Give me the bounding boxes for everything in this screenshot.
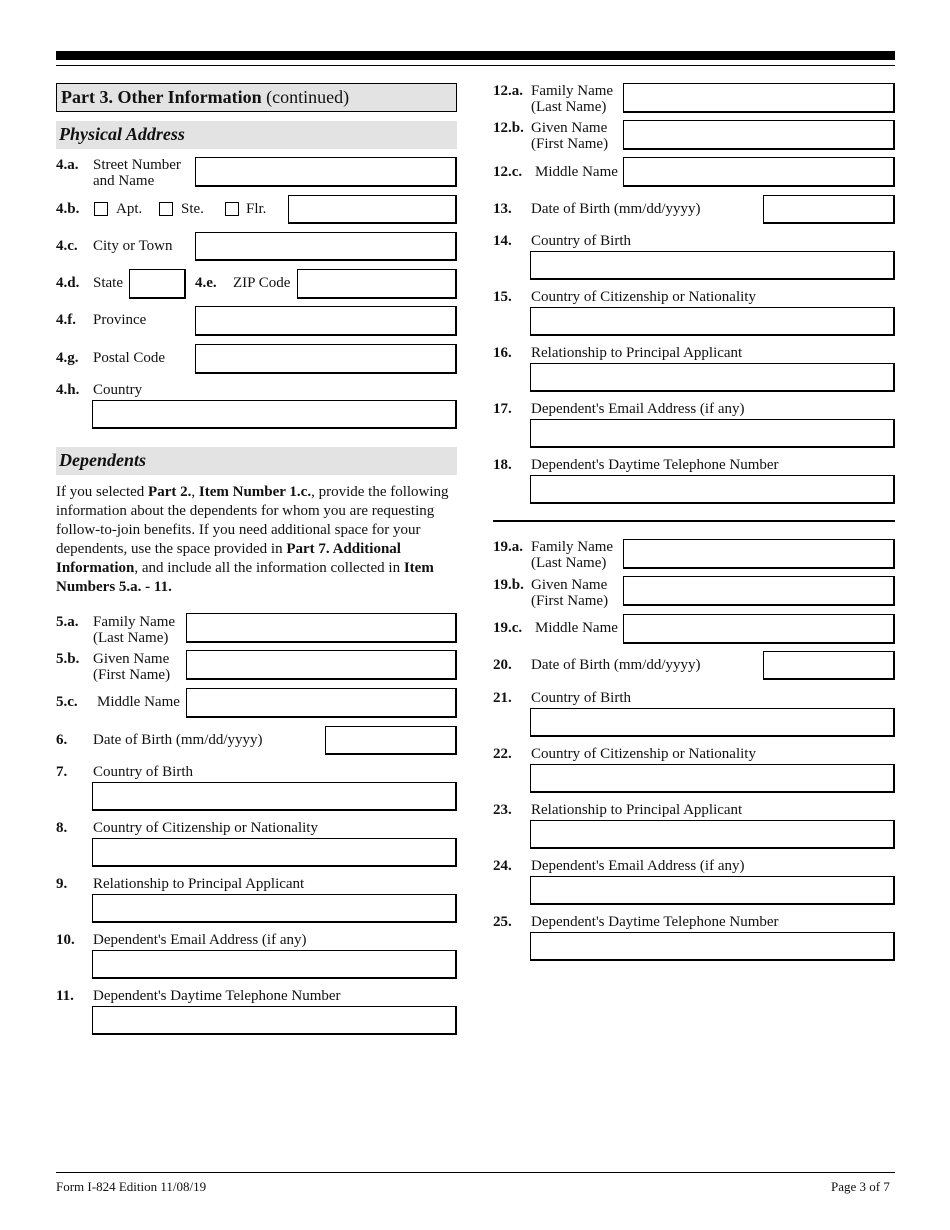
dep1-citizenship-label: Country of Citizenship or Nationality — [93, 820, 318, 836]
postal-code-label: Postal Code — [93, 350, 166, 366]
dep1-family-label-line2: (Last Name) — [93, 630, 169, 646]
item-21-number: 21. — [493, 690, 512, 706]
item-12b-number: 12.b. — [493, 120, 524, 136]
dep3-citizenship-label: Country of Citizenship or Nationality — [531, 746, 756, 762]
item-19a-number: 19.a. — [493, 539, 523, 555]
item-19b-number: 19.b. — [493, 577, 524, 593]
dep3-given-name-input[interactable] — [623, 576, 895, 606]
dep1-middle-label: Middle Name — [97, 694, 180, 710]
item-5c-number: 5.c. — [56, 694, 78, 710]
country-label: Country — [93, 382, 143, 398]
dep1-citizenship-input[interactable] — [92, 838, 457, 867]
dep3-dob-input[interactable] — [763, 651, 895, 680]
dep3-phone-input[interactable] — [530, 932, 895, 961]
dep1-dob-input[interactable] — [325, 726, 457, 755]
item-4d-number: 4.d. — [56, 275, 80, 291]
flr-label: Flr. — [246, 201, 267, 217]
state-label: State — [93, 275, 123, 291]
item-4g-number: 4.g. — [56, 350, 79, 366]
dep3-family-label-line2: (Last Name) — [531, 555, 607, 571]
item-7-number: 7. — [56, 764, 68, 780]
dep3-birth-country-label: Country of Birth — [531, 690, 631, 706]
dep1-given-name-input[interactable] — [186, 650, 457, 680]
dep2-birth-country-label: Country of Birth — [531, 233, 631, 249]
page-number: Page 3 of 7 — [831, 1179, 890, 1194]
dep2-given-label-line2: (First Name) — [531, 136, 609, 152]
dep3-family-label-line1: Family Name — [531, 539, 614, 555]
part-title-suffix: (continued) — [261, 87, 350, 107]
street-number-name-input[interactable] — [195, 157, 457, 187]
state-input[interactable] — [129, 269, 186, 299]
dep2-relationship-input[interactable] — [530, 363, 895, 392]
dep1-relationship-input[interactable] — [92, 894, 457, 923]
item-9-number: 9. — [56, 876, 68, 892]
dep1-given-label-line1: Given Name — [93, 651, 170, 667]
physical-address-heading: Physical Address — [56, 121, 457, 149]
apt-label: Apt. — [116, 201, 143, 217]
dep2-given-name-input[interactable] — [623, 120, 895, 150]
part-title: Part 3. Other Information — [61, 87, 262, 107]
street-label-line2: and Name — [93, 173, 155, 189]
dep1-given-label-line2: (First Name) — [93, 667, 171, 683]
dep3-middle-name-input[interactable] — [623, 614, 895, 644]
zip-code-input[interactable] — [297, 269, 457, 299]
dep2-birth-country-input[interactable] — [530, 251, 895, 280]
dep1-email-input[interactable] — [92, 950, 457, 979]
street-label-line1: Street Number — [93, 157, 181, 173]
dep3-relationship-label: Relationship to Principal Applicant — [531, 802, 743, 818]
city-label: City or Town — [93, 238, 173, 254]
dep1-relationship-label: Relationship to Principal Applicant — [93, 876, 305, 892]
item-16-number: 16. — [493, 345, 512, 361]
item-4c-number: 4.c. — [56, 238, 78, 254]
item-24-number: 24. — [493, 858, 512, 874]
dep1-family-label-line1: Family Name — [93, 614, 176, 630]
header-rule-thick — [56, 51, 895, 60]
dep2-phone-label: Dependent's Daytime Telephone Number — [531, 457, 779, 473]
form-edition: Form I-824 Edition 11/08/19 — [56, 1179, 207, 1194]
country-input[interactable] — [92, 400, 457, 429]
dep3-birth-country-input[interactable] — [530, 708, 895, 737]
item-13-number: 13. — [493, 201, 512, 217]
item-10-number: 10. — [56, 932, 75, 948]
item-12a-number: 12.a. — [493, 83, 523, 99]
item-4b-number: 4.b. — [56, 201, 80, 217]
item-19c-number: 19.c. — [493, 620, 523, 636]
dep3-email-input[interactable] — [530, 876, 895, 905]
postal-code-input[interactable] — [195, 344, 457, 374]
dep1-phone-input[interactable] — [92, 1006, 457, 1035]
item-25-number: 25. — [493, 914, 512, 930]
flr-checkbox[interactable] — [225, 202, 239, 216]
item-5a-number: 5.a. — [56, 614, 79, 630]
ste-label: Ste. — [181, 201, 204, 217]
item-17-number: 17. — [493, 401, 512, 417]
dependents-instructions: If you selected Part 2., Item Number 1.c., provide the following information about the dependents for whom you are requesting follow-to-join benefits. If you need additional space for your dependents, use the space provided in Part 7. Additional Information, and include all the information collected in Item Numbers 5.a. - 11. — [56, 484, 449, 595]
part-3-title — [56, 83, 457, 112]
dep2-dob-label: Date of Birth (mm/dd/yyyy) — [531, 201, 701, 217]
zip-label: ZIP Code — [233, 275, 291, 291]
dep2-family-label-line1: Family Name — [531, 83, 614, 99]
footer-rule — [56, 1172, 895, 1173]
ste-checkbox[interactable] — [159, 202, 173, 216]
item-8-number: 8. — [56, 820, 68, 836]
dep2-middle-label: Middle Name — [535, 164, 618, 180]
dep1-middle-name-input[interactable] — [186, 688, 457, 718]
item-6-number: 6. — [56, 732, 68, 748]
dep1-email-label: Dependent's Email Address (if any) — [93, 932, 307, 948]
dependents-heading: Dependents — [56, 447, 457, 475]
dep1-dob-label: Date of Birth (mm/dd/yyyy) — [93, 732, 263, 748]
section-divider — [493, 520, 895, 522]
dep1-family-name-input[interactable] — [186, 613, 457, 643]
province-input[interactable] — [195, 306, 457, 336]
dep2-family-label-line2: (Last Name) — [531, 99, 607, 115]
dep2-phone-input[interactable] — [530, 475, 895, 504]
dep3-phone-label: Dependent's Daytime Telephone Number — [531, 914, 779, 930]
item-4h-number: 4.h. — [56, 382, 80, 398]
item-5b-number: 5.b. — [56, 651, 80, 667]
item-15-number: 15. — [493, 289, 512, 305]
header-rule-thin — [56, 65, 895, 66]
item-4e-number: 4.e. — [195, 275, 217, 291]
item-4a-number: 4.a. — [56, 157, 79, 173]
dep2-family-name-input[interactable] — [623, 83, 895, 113]
dep2-given-label-line1: Given Name — [531, 120, 608, 136]
dep3-middle-label: Middle Name — [535, 620, 618, 636]
item-14-number: 14. — [493, 233, 512, 249]
item-11-number: 11. — [56, 988, 74, 1004]
dep2-citizenship-label: Country of Citizenship or Nationality — [531, 289, 756, 305]
dep2-email-input[interactable] — [530, 419, 895, 448]
dep3-email-label: Dependent's Email Address (if any) — [531, 858, 745, 874]
unit-number-input[interactable] — [288, 195, 457, 224]
item-22-number: 22. — [493, 746, 512, 762]
province-label: Province — [93, 312, 147, 328]
item-12c-number: 12.c. — [493, 164, 523, 180]
dep3-citizenship-input[interactable] — [530, 764, 895, 793]
dep2-relationship-label: Relationship to Principal Applicant — [531, 345, 743, 361]
apt-checkbox[interactable] — [94, 202, 108, 216]
dep3-relationship-input[interactable] — [530, 820, 895, 849]
dep1-birth-country-input[interactable] — [92, 782, 457, 811]
item-20-number: 20. — [493, 657, 512, 673]
item-23-number: 23. — [493, 802, 512, 818]
dep3-dob-label: Date of Birth (mm/dd/yyyy) — [531, 657, 701, 673]
dep3-given-label-line1: Given Name — [531, 577, 608, 593]
item-18-number: 18. — [493, 457, 512, 473]
dep2-citizenship-input[interactable] — [530, 307, 895, 336]
dep1-phone-label: Dependent's Daytime Telephone Number — [93, 988, 341, 1004]
dep2-email-label: Dependent's Email Address (if any) — [531, 401, 745, 417]
dep1-birth-country-label: Country of Birth — [93, 764, 193, 780]
dep3-family-name-input[interactable] — [623, 539, 895, 569]
dep2-middle-name-input[interactable] — [623, 157, 895, 187]
city-input[interactable] — [195, 232, 457, 261]
dep3-given-label-line2: (First Name) — [531, 593, 609, 609]
dep2-dob-input[interactable] — [763, 195, 895, 224]
item-4f-number: 4.f. — [56, 312, 76, 328]
